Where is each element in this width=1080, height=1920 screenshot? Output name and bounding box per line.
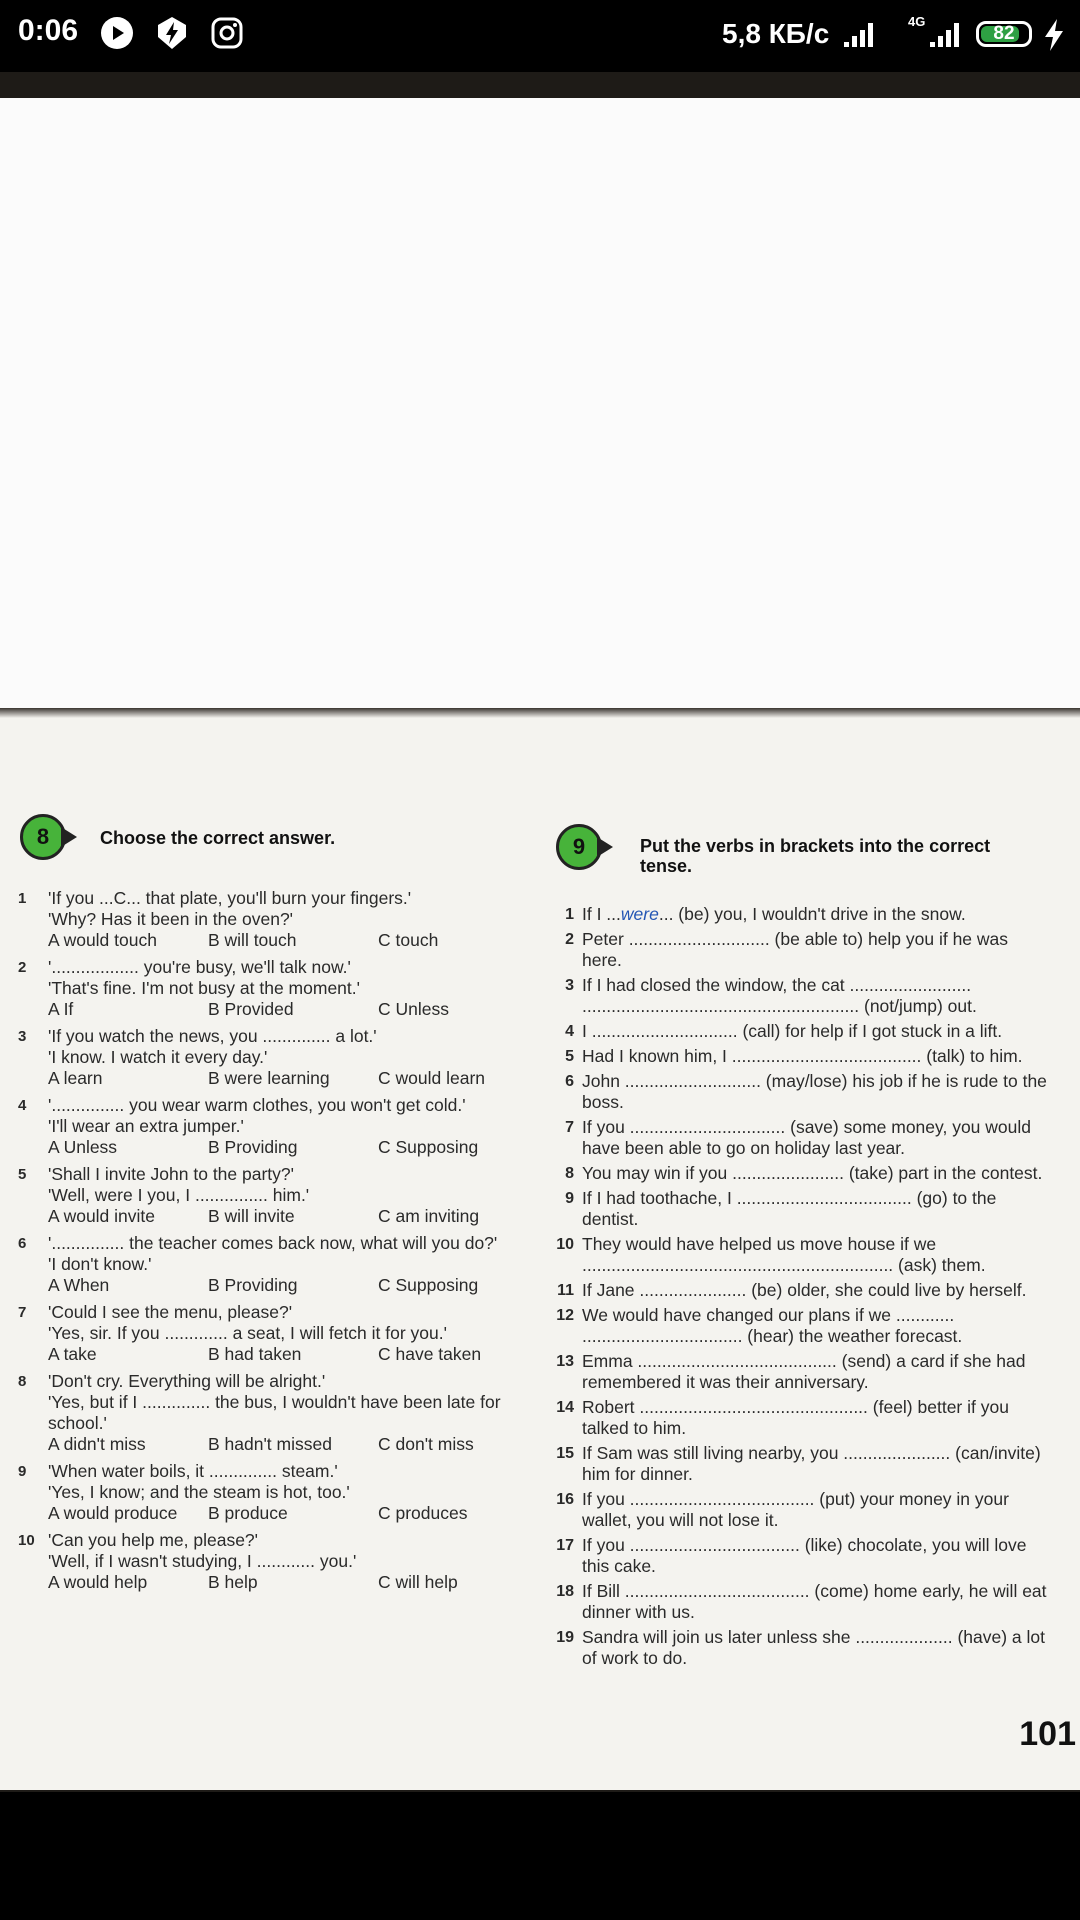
question-line: 'I'll wear an extra jumper.' — [48, 1116, 244, 1136]
question-number: 5 — [18, 1166, 27, 1183]
answer-option: A take — [48, 1344, 97, 1364]
exercise-item — [540, 1234, 1050, 1276]
exercise-item — [540, 1163, 1050, 1184]
signal-4g-icon — [928, 18, 966, 48]
exercise-item — [540, 1581, 1050, 1623]
exercise-item — [540, 1071, 1050, 1113]
item-text: If Bill ...................................... (come) home early, he will eat dinner with us. — [582, 1581, 1047, 1622]
item-text: Had I known him, I ....................................... (talk) to him. — [582, 1046, 1023, 1066]
battery-indicator — [976, 21, 1032, 47]
item-number: 15 — [556, 1445, 574, 1462]
question-item — [18, 1026, 508, 1089]
answer-option: A Unless — [48, 1137, 118, 1157]
answer-option: B had taken — [208, 1344, 302, 1364]
youtube-icon — [100, 16, 134, 50]
shield-bolt-icon — [155, 16, 189, 50]
answer-options — [48, 999, 508, 1020]
question-line: 'Why? Has it been in the oven?' — [48, 909, 294, 929]
item-text: I .............................. (call) for help if I got stuck in a lift. — [582, 1021, 1003, 1041]
question-number: 8 — [18, 1373, 27, 1390]
answer-option: B will invite — [208, 1206, 295, 1226]
exercise-item — [540, 1046, 1050, 1067]
answer-option: A When — [48, 1275, 110, 1295]
exercise-9-items — [540, 904, 1050, 1673]
question-line: 'Yes, I know; and the steam is hot, too.' — [48, 1482, 350, 1502]
answer-options — [48, 1068, 508, 1089]
item-number: 8 — [565, 1165, 574, 1182]
question-number: 10 — [18, 1532, 35, 1549]
question-line: '.................. you're busy, we'll talk now.' — [48, 957, 351, 977]
item-number: 13 — [556, 1353, 574, 1370]
question-line: 'Yes, sir. If you ............. a seat, I will fetch it for you.' — [48, 1323, 447, 1343]
answer-option: C touch — [378, 930, 439, 950]
answer-option: C have taken — [378, 1344, 482, 1364]
question-number: 7 — [18, 1304, 27, 1321]
question-line: 'That's fine. I'm not busy at the moment.' — [48, 978, 360, 998]
item-text: Robert ............................................... (feel) better if you talked to him. — [582, 1397, 1009, 1438]
answer-option: C will help — [378, 1572, 458, 1592]
photo-view — [0, 72, 1080, 1792]
answer-option: A would help — [48, 1572, 148, 1592]
question-item — [18, 1164, 508, 1227]
textbook-page — [0, 708, 1080, 1790]
answer-options — [48, 1344, 508, 1365]
charging-icon — [1042, 18, 1066, 52]
answer-option: C produces — [378, 1503, 468, 1523]
exercise-item — [540, 1351, 1050, 1393]
answer-option: B Provided — [208, 999, 294, 1019]
answer-option: B Providing — [208, 1275, 298, 1295]
exercise-item — [540, 975, 1050, 1017]
blank-page — [0, 98, 1080, 708]
answer-option: A If — [48, 999, 74, 1019]
question-item — [18, 1233, 508, 1296]
exercise-item — [540, 1280, 1050, 1301]
answer-option: B Providing — [208, 1137, 298, 1157]
item-text: If Sam was still living nearby, you ...................... (can/invite) him for dinner. — [582, 1443, 1041, 1484]
item-number: 19 — [556, 1629, 574, 1646]
clock: 0:06 — [18, 14, 79, 47]
item-text: John ............................ (may/lose) his job if he is rude to the boss. — [582, 1071, 1047, 1112]
item-text: If I had closed the window, the cat ......................... ......................................................... (not/jump) out. — [582, 975, 977, 1016]
exercise-8-badge: 8 — [20, 814, 66, 860]
question-line: 'Yes, but if I .............. the bus, I wouldn't have been late for school.' — [48, 1392, 501, 1433]
exercise-item — [540, 1021, 1050, 1042]
question-line: 'Well, were I you, I ............... him.' — [48, 1185, 310, 1205]
question-line: 'If you ...C... that plate, you'll burn your fingers.' — [48, 888, 412, 908]
exercise-item — [540, 929, 1050, 971]
exercise-9-title: Put the verbs in brackets into the correct tense. — [640, 836, 991, 876]
item-number: 17 — [556, 1537, 574, 1554]
item-text: Sandra will join us later unless she .................... (have) a lot of work to do. — [582, 1627, 1045, 1668]
answer-options — [48, 1434, 508, 1455]
answer-options — [48, 930, 508, 951]
answer-option: B produce — [208, 1503, 288, 1523]
item-number: 14 — [556, 1399, 574, 1416]
battery-percent: 82 — [993, 23, 1015, 44]
question-item — [18, 1530, 508, 1593]
navigation-bar — [0, 1792, 1080, 1920]
question-line: 'I know. I watch it every day.' — [48, 1047, 268, 1067]
answer-option: C am inviting — [378, 1206, 480, 1226]
item-number: 2 — [565, 931, 574, 948]
question-line: '............... you wear warm clothes, you won't get cold.' — [48, 1095, 466, 1115]
question-item — [18, 1302, 508, 1365]
network-type: 4G — [908, 14, 926, 29]
question-line: 'Don't cry. Everything will be alright.' — [48, 1371, 326, 1391]
item-text: If you ...................................... (put) your money in your wallet, you will not lose it. — [582, 1489, 1009, 1530]
answer-option: C Supposing — [378, 1275, 479, 1295]
item-number: 7 — [565, 1119, 574, 1136]
exercise-item — [540, 1443, 1050, 1485]
item-number: 11 — [557, 1282, 574, 1299]
question-line: '............... the teacher comes back now, what will you do?' — [48, 1233, 498, 1253]
answer-option: A would touch — [48, 930, 157, 950]
question-item — [18, 1371, 508, 1455]
exercise-item — [540, 1627, 1050, 1669]
exercise-item — [540, 1489, 1050, 1531]
question-line: 'I don't know.' — [48, 1254, 152, 1274]
item-text: If Jane ...................... (be) older, she could live by herself. — [582, 1280, 1027, 1300]
item-number: 6 — [565, 1073, 574, 1090]
exercise-item — [540, 1117, 1050, 1159]
item-text: ... (be) you, I wouldn't drive in the snow. — [658, 904, 966, 924]
question-line: 'Could I see the menu, please?' — [48, 1302, 293, 1322]
item-text: If I had toothache, I .................................... (go) to the dentist. — [582, 1188, 997, 1229]
item-number: 5 — [565, 1048, 574, 1065]
question-line: 'If you watch the news, you .............. a lot.' — [48, 1026, 377, 1046]
answer-option: A would produce — [48, 1503, 178, 1523]
answer-options — [48, 1572, 508, 1593]
item-number: 16 — [556, 1491, 574, 1508]
answer-option: C don't miss — [378, 1434, 474, 1454]
answer-option: B hadn't missed — [208, 1434, 332, 1454]
item-number: 3 — [565, 977, 574, 994]
exercise-item — [540, 1305, 1050, 1347]
answer-option: C would learn — [378, 1068, 485, 1088]
item-number: 4 — [565, 1023, 574, 1040]
item-text: Peter ............................. (be able to) help you if he was here. — [582, 929, 1009, 970]
item-text: You may win if you ....................... (take) part in the contest. — [582, 1163, 1043, 1183]
exercise-9-badge: 9 — [556, 824, 602, 870]
item-text: We would have changed our plans if we ............ ................................. (hear) the weather forecast. — [582, 1305, 963, 1346]
item-text: Emma ......................................... (send) a card if she had remembered it was their anniversary. — [582, 1351, 1026, 1392]
question-item — [18, 888, 508, 951]
question-number: 1 — [18, 890, 27, 907]
instagram-icon — [210, 16, 244, 50]
item-text: If you ................................ (save) some money, you would have been able to go on holiday last year. — [582, 1117, 1032, 1158]
exercise-8-questions — [18, 888, 508, 1599]
question-item — [18, 1461, 508, 1524]
answer-option: B will touch — [208, 930, 297, 950]
item-number: 18 — [556, 1583, 574, 1600]
item-number: 10 — [556, 1236, 574, 1253]
answer-options — [48, 1206, 508, 1227]
answer-options — [48, 1275, 508, 1296]
question-item — [18, 957, 508, 1020]
network-speed: 5,8 КБ/с — [722, 18, 830, 49]
question-line: 'Can you help me, please?' — [48, 1530, 259, 1550]
item-number: 1 — [565, 906, 574, 923]
answer-option: B were learning — [208, 1068, 330, 1088]
question-number: 4 — [18, 1097, 27, 1114]
question-number: 2 — [18, 959, 27, 976]
question-line: 'When water boils, it .............. steam.' — [48, 1461, 338, 1481]
signal-icon — [842, 18, 880, 48]
answer-option: A learn — [48, 1068, 103, 1088]
item-text: If I ... — [582, 904, 621, 924]
question-number: 6 — [18, 1235, 27, 1252]
question-number: 3 — [18, 1028, 27, 1045]
question-number: 9 — [18, 1463, 27, 1480]
exercise-item — [540, 1188, 1050, 1230]
answer-option: A would invite — [48, 1206, 156, 1226]
question-line: 'Shall I invite John to the party?' — [48, 1164, 294, 1184]
item-text: They would have helped us move house if we ................................................................ (ask) them. — [582, 1234, 986, 1275]
handwritten-answer: were — [620, 904, 659, 924]
question-line: 'Well, if I wasn't studying, I ............ you.' — [48, 1551, 357, 1571]
page-edge — [0, 708, 1080, 718]
answer-option: B help — [208, 1572, 258, 1592]
item-number: 9 — [565, 1190, 574, 1207]
status-bar — [0, 0, 1080, 72]
exercise-item — [540, 904, 1050, 925]
exercise-8-title: Choose the correct answer. — [100, 828, 336, 848]
question-item — [18, 1095, 508, 1158]
answer-option: C Unless — [378, 999, 449, 1019]
exercise-item — [540, 1397, 1050, 1439]
answer-options — [48, 1137, 508, 1158]
item-number: 12 — [556, 1307, 574, 1324]
exercise-item — [540, 1535, 1050, 1577]
answer-option: C Supposing — [378, 1137, 479, 1157]
page-number: 101 — [1019, 1715, 1076, 1753]
answer-option: A didn't miss — [48, 1434, 146, 1454]
answer-options — [48, 1503, 508, 1524]
item-text: If you ................................... (like) chocolate, you will love this cake. — [582, 1535, 1027, 1576]
